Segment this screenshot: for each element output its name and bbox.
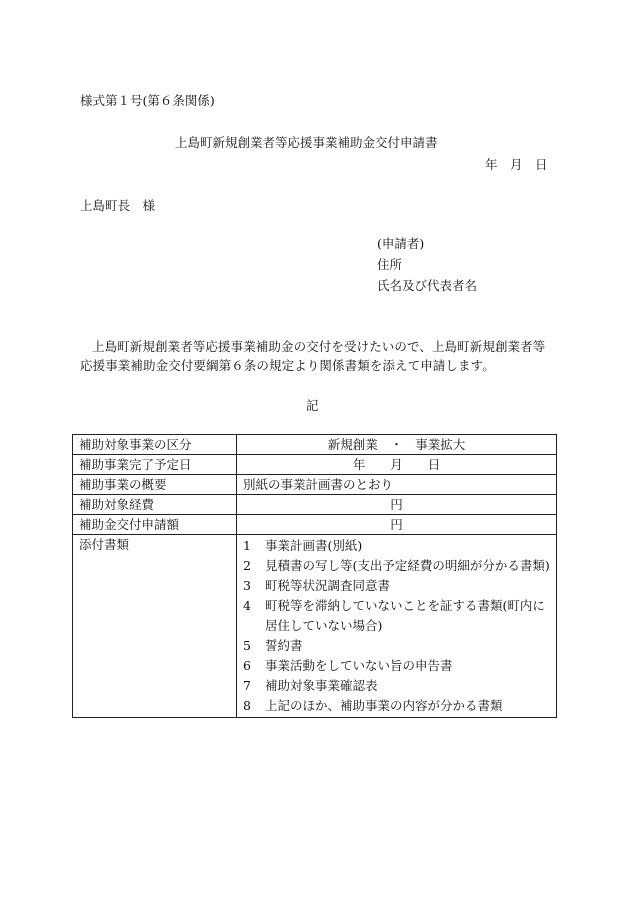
- list-item: 1 事業計画書(別紙): [243, 538, 363, 553]
- list-item: 7 補助対象事業確認表: [243, 678, 378, 693]
- completion-date-value: 年 月 日: [237, 455, 557, 475]
- document-title: 上島町新規創業者等応援事業補助金交付申請書: [175, 135, 438, 150]
- row-label: 補助事業の概要: [73, 475, 237, 495]
- row-label: 補助対象経費: [73, 495, 237, 515]
- table-row: [73, 495, 557, 515]
- eligible-cost-value: 円: [237, 495, 557, 515]
- table-row: [73, 535, 557, 718]
- row-label: 補助事業完了予定日: [73, 455, 237, 475]
- attachments-list: [243, 536, 550, 716]
- list-item: 8 上記のほか、補助事業の内容が分かる書類: [243, 698, 503, 713]
- application-table: [72, 434, 557, 718]
- requested-amount-value: 円: [237, 515, 557, 535]
- application-statement: 上島町新規創業者等応援事業補助金の交付を受けたいので、上島町新規創業者等応援事業補助金交付要綱第６条の規定より関係書類を添えて申請します。: [80, 339, 546, 374]
- row-label: 補助対象事業の区分: [73, 435, 237, 455]
- row-label: 補助金交付申請額: [73, 515, 237, 535]
- table-row: [73, 475, 557, 495]
- applicant-address-label: 住所: [377, 257, 403, 272]
- business-category-value: 新規創業 ・ 事業拡大: [237, 435, 557, 455]
- form-number: 様式第１号(第６条関係): [80, 93, 215, 108]
- date-line: 年 月 日: [485, 157, 548, 172]
- table-row: [73, 455, 557, 475]
- table-row: [73, 435, 557, 455]
- list-item: 5 誓約書: [243, 638, 303, 653]
- list-item: 4 町税等を滞納していないことを証する書類(町内に居住していない場合): [243, 598, 545, 633]
- list-item: 2 見積書の写し等(支出予定経費の明細が分かる書類): [243, 558, 550, 573]
- table-row: [73, 515, 557, 535]
- addressee: 上島町長 様: [80, 198, 156, 213]
- applicant-heading: (申請者): [377, 236, 425, 251]
- list-item: 3 町税等状況調査同意書: [243, 578, 391, 593]
- attachments-cell: [237, 535, 557, 718]
- row-label: 添付書類: [73, 535, 237, 718]
- list-item: 6 事業活動をしていない旨の申告書: [243, 658, 453, 673]
- ki-heading: 記: [306, 398, 319, 413]
- applicant-name-label: 氏名及び代表者名: [377, 278, 478, 293]
- project-summary-value: 別紙の事業計画書のとおり: [237, 475, 557, 495]
